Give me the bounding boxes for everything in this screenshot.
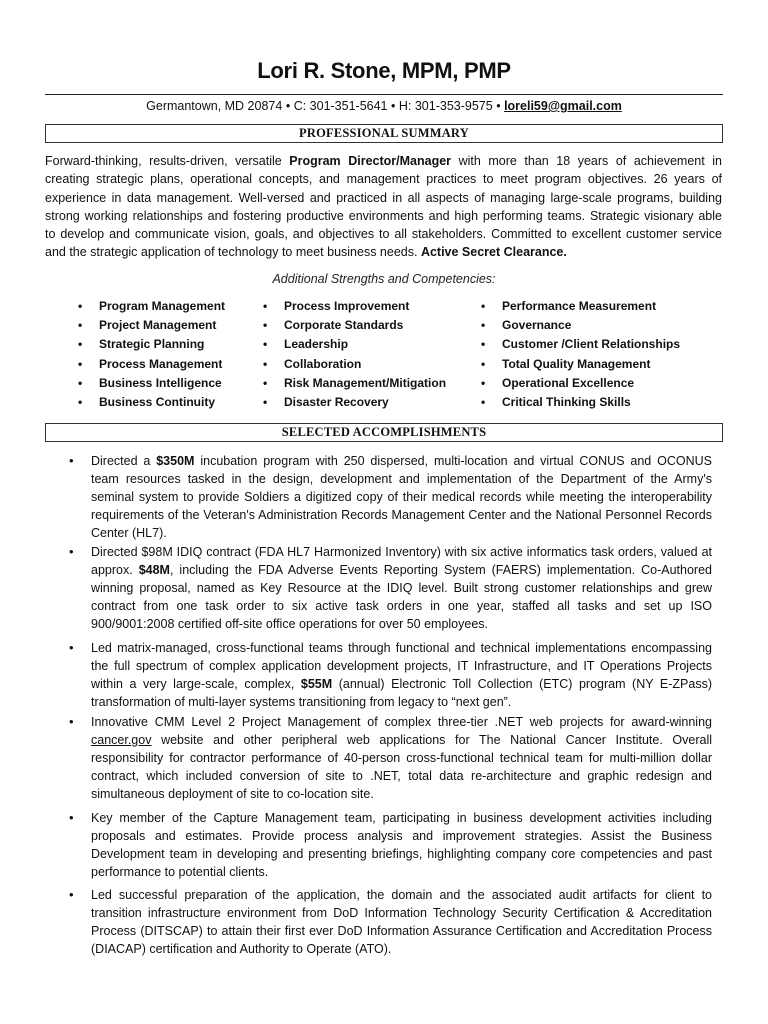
text-run: responsibility for contractor performance of 40-person cross-functional technical team for multi-million dollar (91, 751, 712, 765)
text-run: Directed a (91, 454, 157, 468)
accomplishment-item (69, 809, 712, 881)
text-run: (annual) Electronic Toll Collection (ETC) program (NY E-ZPass) (332, 677, 712, 691)
text-run: 900/9001:2008 certified off-site office operations for over 50 employees. (91, 617, 489, 631)
professional-summary-heading: PROFESSIONAL SUMMARY (45, 124, 723, 143)
text-line (45, 243, 722, 261)
text-line (45, 170, 722, 188)
competency-item: • Governance (481, 316, 680, 335)
bullet-icon: • (69, 453, 74, 468)
text-run: seminal system to provide Soldiers a digitized copy of their medical records while meeting the interoperability (91, 490, 712, 504)
bullet-icon: • (69, 640, 74, 655)
text-line (91, 506, 712, 524)
text-run: Process (DITSCAP) to attain their first ever DoD Information Assurance Certification and Accreditation Process (91, 924, 712, 938)
bold-text: $48M (138, 563, 170, 577)
text-run: Forward-thinking, results-driven, versatile (45, 154, 290, 168)
competency-item: • Strategic Planning (78, 335, 225, 354)
accomplishment-item (69, 543, 712, 633)
text-run: approx. (91, 563, 139, 577)
text-line (91, 922, 712, 940)
accomplishment-item (69, 452, 712, 542)
text-line (91, 845, 712, 863)
competency-item: • Program Management (78, 297, 225, 316)
competency-item: • Customer /Client Relationships (481, 335, 680, 354)
text-run: Key member of the Capture Management team, participating in business development activities including (91, 811, 712, 825)
text-run: and the strategic application of technology to meet business needs. (45, 245, 421, 260)
text-line (45, 152, 722, 170)
summary-paragraph (45, 152, 722, 262)
bullet-icon: • (69, 887, 74, 902)
bullet-icon: • (69, 714, 74, 729)
text-line (91, 767, 712, 785)
competencies-column (263, 297, 446, 412)
competency-item: • Performance Measurement (481, 297, 680, 316)
text-run: performance to potential clients. (91, 865, 269, 879)
text-run: requirements of the Veteran's Administration Records Management Center and the National Personnel Records (91, 508, 712, 522)
text-run: contract from one task order to six active task orders in one year, staffed all tasks and set up ISO (91, 599, 712, 613)
text-run: creating strategic plans, operational concepts, and management practices to meet program objectives. 26 years of (45, 172, 722, 187)
text-run: with more than 18 years of achievement in (451, 154, 722, 168)
text-line (91, 561, 712, 579)
accomplishment-item (69, 713, 712, 803)
bullet-icon: • (69, 810, 74, 825)
text-line (91, 452, 712, 470)
text-line (91, 470, 712, 488)
separator-bullet: • (496, 99, 501, 113)
text-run: transition infrastructure environment from DoD Information Technology Security Certification & Accreditation (91, 906, 712, 920)
text-line (91, 827, 712, 845)
link-text[interactable]: cancer.gov (91, 733, 152, 747)
text-run: strong working relationships and fostering productive environments and high performing teams. Strategic visionary able (45, 208, 722, 223)
competency-item: • Corporate Standards (263, 316, 446, 335)
text-run: , including the FDA Adverse Events Reporting System (FAERS) implementation. Co-Authored (169, 563, 712, 577)
text-line (91, 713, 712, 731)
text-run: incubation program with 250 dispersed, multi-location and virtual CONUS and OCONUS (194, 454, 712, 468)
text-line (45, 225, 722, 243)
text-run: Development team in developing and presenting briefings, highlighting company core competencies and past (91, 847, 712, 861)
separator-bullet: • (391, 99, 396, 113)
competencies-column (78, 297, 225, 412)
text-run: Led successful preparation of the application, the domain and the associated audit artifacts for client to (91, 888, 712, 902)
bold-text: $350M (156, 454, 195, 468)
contact-email-link[interactable]: loreli59@gmail.com (504, 99, 622, 113)
accomplishment-item (69, 886, 712, 958)
text-run: Center (HL7). (91, 526, 167, 540)
candidate-name: Lori R. Stone, MPM, PMP (257, 58, 511, 83)
text-run: to develop and communicate vision, goals, and objectives to all stakeholders. Committed to excellent customer service (45, 227, 722, 242)
header-divider (45, 94, 723, 95)
text-run: Innovative CMM Level 2 Project Management of complex three-tier .NET web projects for award-winning (91, 715, 712, 729)
competencies-title: Additional Strengths and Competencies: (272, 272, 496, 286)
competency-item: • Collaboration (263, 355, 446, 374)
text-run: Directed $98M IDIQ contract (FDA HL7 Harmonized Inventory) with six active informatics task orders, valued at (91, 545, 712, 559)
contact-cell-phone: C: 301-351-5641 (293, 99, 388, 113)
competency-item: • Operational Excellence (481, 374, 680, 393)
text-line (91, 675, 712, 693)
text-run: the full spectrum of complex application development projects, IT Infrastructure, and IT Operations Projects (91, 659, 712, 673)
text-line (91, 639, 712, 657)
competency-item: • Disaster Recovery (263, 393, 446, 412)
contact-location: Germantown, MD 20874 (146, 99, 283, 113)
text-run: simultaneous deployment of site to co-location site. (91, 787, 374, 801)
text-run: (DIACAP) certification and Authority to Operate (ATO). (91, 942, 392, 956)
bold-text: Program Director/Manager (289, 154, 452, 168)
text-line (45, 207, 722, 225)
text-line (91, 940, 712, 958)
bold-text: Active Secret Clearance. (420, 245, 567, 260)
text-run: within a very large-scale, complex, (91, 677, 301, 691)
text-line (91, 543, 712, 561)
competency-item: • Business Intelligence (78, 374, 225, 393)
separator-bullet: • (285, 99, 291, 113)
competency-item: • Business Continuity (78, 393, 225, 412)
text-run: contract, which included conversion of site to .NET, total data re-architecture and graphic redesign and (91, 769, 712, 783)
competency-item: • Total Quality Management (481, 355, 680, 374)
text-line (45, 189, 722, 207)
bold-text: $55M (300, 677, 333, 691)
text-line (91, 731, 712, 749)
text-run: experience in data management. Well-versed and practiced in all aspects of managing large-scale programs, building (45, 190, 722, 205)
accomplishment-item (69, 639, 712, 711)
competency-item: • Process Management (78, 355, 225, 374)
text-run: winning proposal, named as Key Resource at the IDIQ level. Built strong customer relationships and grew (91, 581, 712, 595)
text-line (91, 693, 712, 711)
selected-accomplishments-heading: SELECTED ACCOMPLISHMENTS (45, 423, 723, 442)
text-run: website and other peripheral web applications for The National Cancer Institute. Overall (151, 733, 712, 747)
text-line (91, 904, 712, 922)
text-run: Led matrix-managed, cross-functional teams through functional and technical implementations encompassing (91, 641, 712, 655)
competency-item: • Risk Management/Mitigation (263, 374, 446, 393)
text-line (91, 579, 712, 597)
competency-item: • Process Improvement (263, 297, 446, 316)
competency-item: • Critical Thinking Skills (481, 393, 680, 412)
text-line (91, 886, 712, 904)
text-line (91, 524, 712, 542)
contact-home-phone: H: 301-353-9575 (398, 99, 493, 113)
text-line (91, 597, 712, 615)
bullet-icon: • (69, 544, 74, 559)
competency-item: • Project Management (78, 316, 225, 335)
text-line (91, 657, 712, 675)
text-line (91, 809, 712, 827)
competency-item: • Leadership (263, 335, 446, 354)
text-line (91, 863, 712, 881)
contact-line (0, 99, 768, 113)
competencies-column (481, 297, 680, 412)
text-line (91, 615, 712, 633)
text-run: proposals and estimates. Provide process analysis and improvement strategies. Assist the Business (91, 829, 712, 843)
text-line (91, 488, 712, 506)
text-line (91, 749, 712, 767)
text-line (91, 785, 712, 803)
text-run: team resources tasked in the design, development and implementation of the Department of the Army's (91, 472, 712, 486)
text-run: transformation of multi-layer systems transitioning from legacy to “next gen”. (91, 695, 512, 709)
